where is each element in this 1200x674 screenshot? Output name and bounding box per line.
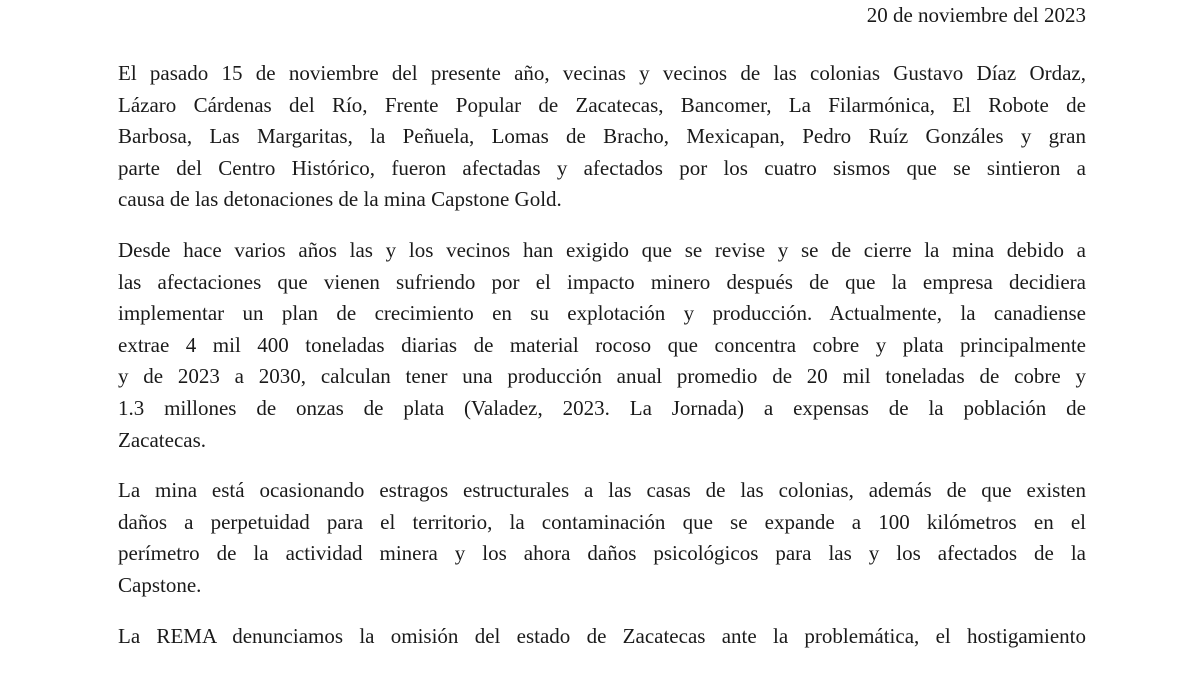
text-line: daños a perpetuidad para el territorio, la contaminación que se expande a 100 kilómetros en el: [118, 509, 1086, 534]
paragraph-3: [118, 475, 1086, 601]
text-line: Capstone.: [118, 572, 202, 597]
text-line: parte del Centro Histórico, fueron afectadas y afectados por los cuatro sismos que se sintieron a: [118, 155, 1086, 180]
text-line: La REMA denunciamos la omisión del estado de Zacatecas ante la problemática, el hostigamiento: [118, 623, 1086, 648]
text-line: las afectaciones que vienen sufriendo por el impacto minero después de que la empresa decidiera: [118, 269, 1086, 294]
paragraph-1: [118, 58, 1086, 216]
text-line: perímetro de la actividad minera y los ahora daños psicológicos para las y los afectados de la: [118, 541, 1086, 566]
text-line: Lázaro Cárdenas del Río, Frente Popular de Zacatecas, Bancomer, La Filarmónica, El Robote de: [118, 92, 1086, 117]
document-body: [118, 58, 1086, 671]
text-line: Desde hace varios años las y los vecinos han exigido que se revise y se de cierre la mina debido a: [118, 237, 1086, 262]
text-line: causa de las detonaciones de la mina Capstone Gold.: [118, 187, 562, 212]
text-line: Zacatecas.: [118, 427, 207, 452]
text-line: El pasado 15 de noviembre del presente año, vecinas y vecinos de las colonias Gustavo Díaz Ordaz,: [118, 61, 1086, 85]
text-line: y de 2023 a 2030, calculan tener una producción anual promedio de 20 mil toneladas de cobre y: [118, 364, 1086, 389]
document-date: 20 de noviembre del 2023: [866, 3, 1086, 27]
paragraph-4: [118, 621, 1086, 653]
paragraph-2: [118, 235, 1086, 456]
text-line: Barbosa, Las Margaritas, la Peñuela, Lomas de Bracho, Mexicapan, Pedro Ruíz Gonzáles y gran: [118, 124, 1086, 149]
text-line: extrae 4 mil 400 toneladas diarias de material rocoso que concentra cobre y plata principalmente: [118, 332, 1086, 357]
text-line: 1.3 millones de onzas de plata (Valadez, 2023. La Jornada) a expensas de la población de: [118, 395, 1086, 420]
text-line: implementar un plan de crecimiento en su explotación y producción. Actualmente, la canadiense: [118, 301, 1086, 326]
text-line: La mina está ocasionando estragos estructurales a las casas de las colonias, además de que existen: [118, 478, 1086, 503]
